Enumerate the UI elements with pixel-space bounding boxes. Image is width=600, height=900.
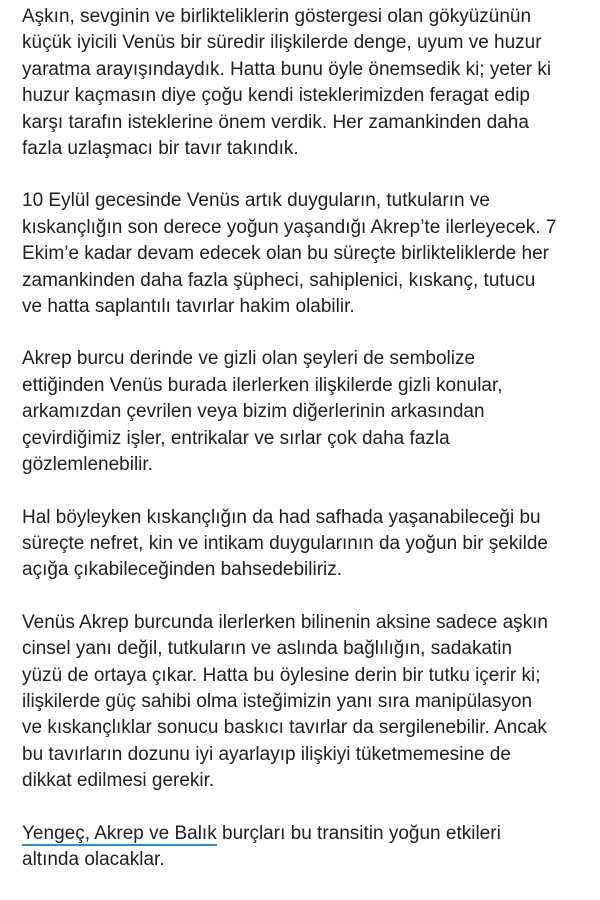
paragraph-line: Ekim’e kadar devam edecek olan bu süreçte birlikteliklerde her xyxy=(22,243,549,265)
paragraph-line: ettiğinden Venüs burada ilerlerken ilişkilerde gizli konular, xyxy=(22,374,503,396)
paragraph-line: dikkat edilmesi gerekir. xyxy=(22,770,215,792)
paragraph-line: yüzü de ortaya çıkar. Hatta bu öylesine derin bir tutku içerir ki; xyxy=(22,664,541,686)
paragraph-line: çevirdiğimiz işler, entrikalar ve sırlar çok daha fazla xyxy=(22,427,450,449)
paragraph-line: süreçte nefret, kin ve intikam duygularının da yoğun bir şekilde xyxy=(22,532,548,554)
paragraph-line xyxy=(22,821,592,847)
paragraph-line: açığa çıkabileceğinden bahsedebiliriz. xyxy=(22,559,343,581)
paragraph-line: bu tavırların dozunu iyi ayarlayıp ilişkiyi tüketmemesine de xyxy=(22,743,511,765)
paragraph-line: kıskançlığın son derece yoğun yaşandığı Akrep’te ilerleyecek. 7 xyxy=(22,216,557,238)
paragraph-line: gözlemlenebilir. xyxy=(22,454,153,476)
paragraph-line: Akrep burcu derinde ve gizli olan şeyleri de sembolize xyxy=(22,348,476,370)
paragraph-line: huzur kaçmasın diye çoğu kendi isteklerimizden feragat edip xyxy=(22,85,530,107)
paragraph-line: Hal böyleyken kıskançlığın da had safhada yaşanabileceği bu xyxy=(22,506,541,528)
paragraph-6 xyxy=(22,821,592,874)
paragraph-1 xyxy=(22,4,592,162)
paragraph-4 xyxy=(22,505,592,584)
paragraph-line: karşı tarafın isteklerine önem verdik. Her zamankinden daha xyxy=(22,111,529,133)
paragraph-line-rest: burçları bu transitin yoğun etkileri xyxy=(216,822,501,844)
paragraph-line: küçük iyicili Venüs bir süredir ilişkilerde denge, uyum ve huzur xyxy=(22,32,542,54)
paragraph-line: ve hatta saplantılı tavırlar hakim olabilir. xyxy=(22,296,355,318)
paragraph-line: Venüs Akrep burcunda ilerlerken bilinenin aksine sadece aşkın xyxy=(22,611,548,633)
paragraph-line: ve kıskançlıklar sonucu baskıcı tavırlar da sergilenebilir. Ancak xyxy=(22,717,547,739)
paragraph-line: yaratma arayışındaydık. Hatta bunu öyle önemsedik ki; yeter ki xyxy=(22,58,552,80)
paragraph-line: zamankinden daha fazla şüpheci, sahiplenici, kıskanç, tutucu xyxy=(22,269,536,291)
paragraph-5 xyxy=(22,610,592,795)
article-body xyxy=(22,4,592,873)
paragraph-3 xyxy=(22,346,592,478)
paragraph-line: arkamızdan çevrilen veya bizim diğerlerinin arkasından xyxy=(22,401,485,423)
paragraph-line: ilişkilerde güç sahibi olma isteğimizin yanı sıra manipülasyon xyxy=(22,690,533,712)
paragraph-line: 10 Eylül gecesinde Venüs artık duyguların, tutkuların ve xyxy=(22,190,490,212)
paragraph-line: fazla uzlaşmacı bir tavır takındık. xyxy=(22,138,299,160)
paragraph-2 xyxy=(22,188,592,320)
paragraph-line: Aşkın, sevginin ve birlikteliklerin göstergesi olan gökyüzünün xyxy=(22,6,532,27)
paragraph-line: cinsel yanı değil, tutkuların ve aslında bağlılığın, sadakatin xyxy=(22,638,513,660)
zodiac-signs-link[interactable]: Yengeç, Akrep ve Balık xyxy=(22,822,217,844)
paragraph-line: altında olacaklar. xyxy=(22,848,165,870)
